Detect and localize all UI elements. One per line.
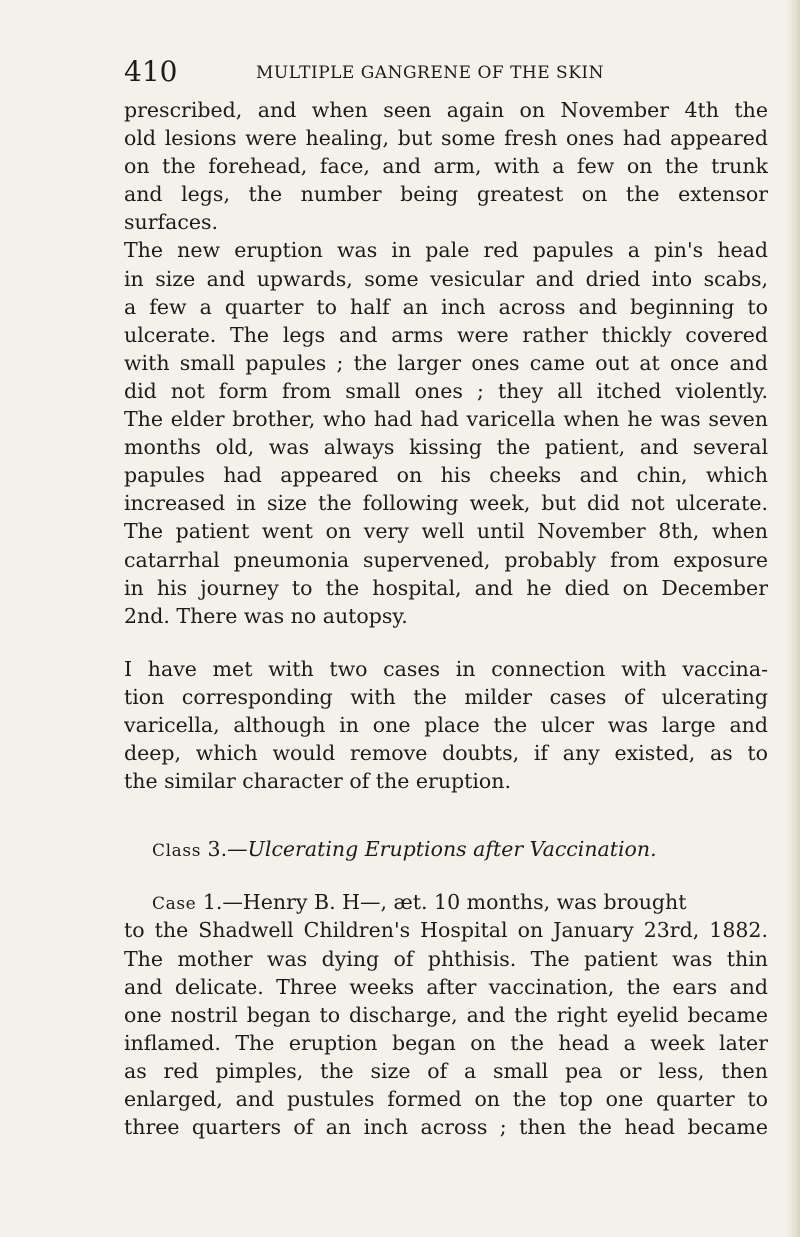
text-line: inflamed. The eruption began on the head a week later	[124, 1030, 768, 1055]
text-line: catarrhal pneumonia supervened, probably from exposure	[124, 547, 768, 572]
text-line: varicella, although in one place the ulcer was large and	[124, 712, 768, 737]
text-line: papules had appeared on his cheeks and chin, which	[124, 463, 768, 488]
text-line: old lesions were healing, but some fresh ones had appeared	[124, 126, 768, 151]
text-line: and delicate. Three weeks after vaccination, the ears and	[124, 974, 768, 999]
text-line: 2nd. There was no autopsy.	[124, 603, 408, 628]
case-1-paragraph	[124, 888, 768, 1141]
text-line: enlarged, and pustules formed on the top one quarter to	[124, 1087, 768, 1111]
text-line: ulcerate. The legs and arms were rather thickly covered	[124, 322, 768, 347]
text-line: The mother was dying of phthisis. The patient was thin	[124, 946, 768, 971]
page-number: 410	[124, 55, 178, 88]
text-line: deep, which would remove doubts, if any existed, as to	[124, 741, 768, 766]
text-line: tion corresponding with the milder cases of ulcerating	[124, 684, 768, 709]
text-line: The new eruption was in pale red papules a pin's head	[124, 238, 768, 263]
section-gap	[124, 863, 768, 888]
section-gap	[124, 795, 768, 835]
class-heading-title: Ulcerating Eruptions after Vaccination.	[247, 837, 657, 862]
text-line: a few a quarter to half an inch across and beginning to	[124, 294, 768, 319]
text-line: The elder brother, who had had varicella when he was seven	[124, 407, 768, 432]
page-edge-shadow	[786, 0, 800, 1237]
case-first-line-text: 1.—Henry B. H—, æt. 10 months, was brought	[196, 890, 687, 915]
text-line: I have met with two cases in connection with vaccina-	[124, 656, 768, 681]
class-heading	[124, 835, 768, 863]
page-header	[124, 52, 724, 92]
text-line: increased in size the following week, but did not ulcerate.	[124, 491, 768, 516]
text-line: months old, was always kissing the patient, and several	[124, 435, 768, 460]
paragraph-1	[124, 96, 768, 236]
text-line: three quarters of an inch across ; then the head became	[124, 1115, 768, 1140]
text-line: prescribed, and when seen again on November 4th the	[124, 98, 768, 122]
text-line: in size and upwards, some vesicular and dried into scabs,	[124, 266, 768, 291]
text-line: surfaces.	[124, 210, 218, 235]
class-heading-label: Class	[152, 841, 202, 862]
text-line: and legs, the number being greatest on the extensor	[124, 182, 768, 207]
case-1-first-line	[124, 888, 768, 916]
paragraph-3	[124, 655, 768, 795]
class-heading-number: 3.—	[201, 837, 248, 862]
text-line: The patient went on very well until November 8th, when	[124, 519, 768, 544]
running-head: MULTIPLE GANGRENE OF THE SKIN	[256, 63, 604, 83]
text-line: with small papules ; the larger ones came out at once and	[124, 350, 768, 375]
text-line: did not form from small ones ; they all itched violently.	[124, 378, 768, 403]
body-text	[124, 96, 768, 1141]
text-line: to the Shadwell Children's Hospital on January 23rd, 1882.	[124, 918, 768, 943]
paragraph-2	[124, 236, 768, 629]
text-line: on the forehead, face, and arm, with a few on the trunk	[124, 154, 768, 179]
text-line: one nostril began to discharge, and the right eyelid became	[124, 1002, 768, 1027]
case-label: Case	[152, 894, 197, 915]
text-line: in his journey to the hospital, and he died on December	[124, 575, 768, 600]
text-line: the similar character of the eruption.	[124, 769, 511, 794]
paragraph-gap	[124, 630, 768, 655]
text-line: as red pimples, the size of a small pea or less, then	[124, 1058, 768, 1083]
